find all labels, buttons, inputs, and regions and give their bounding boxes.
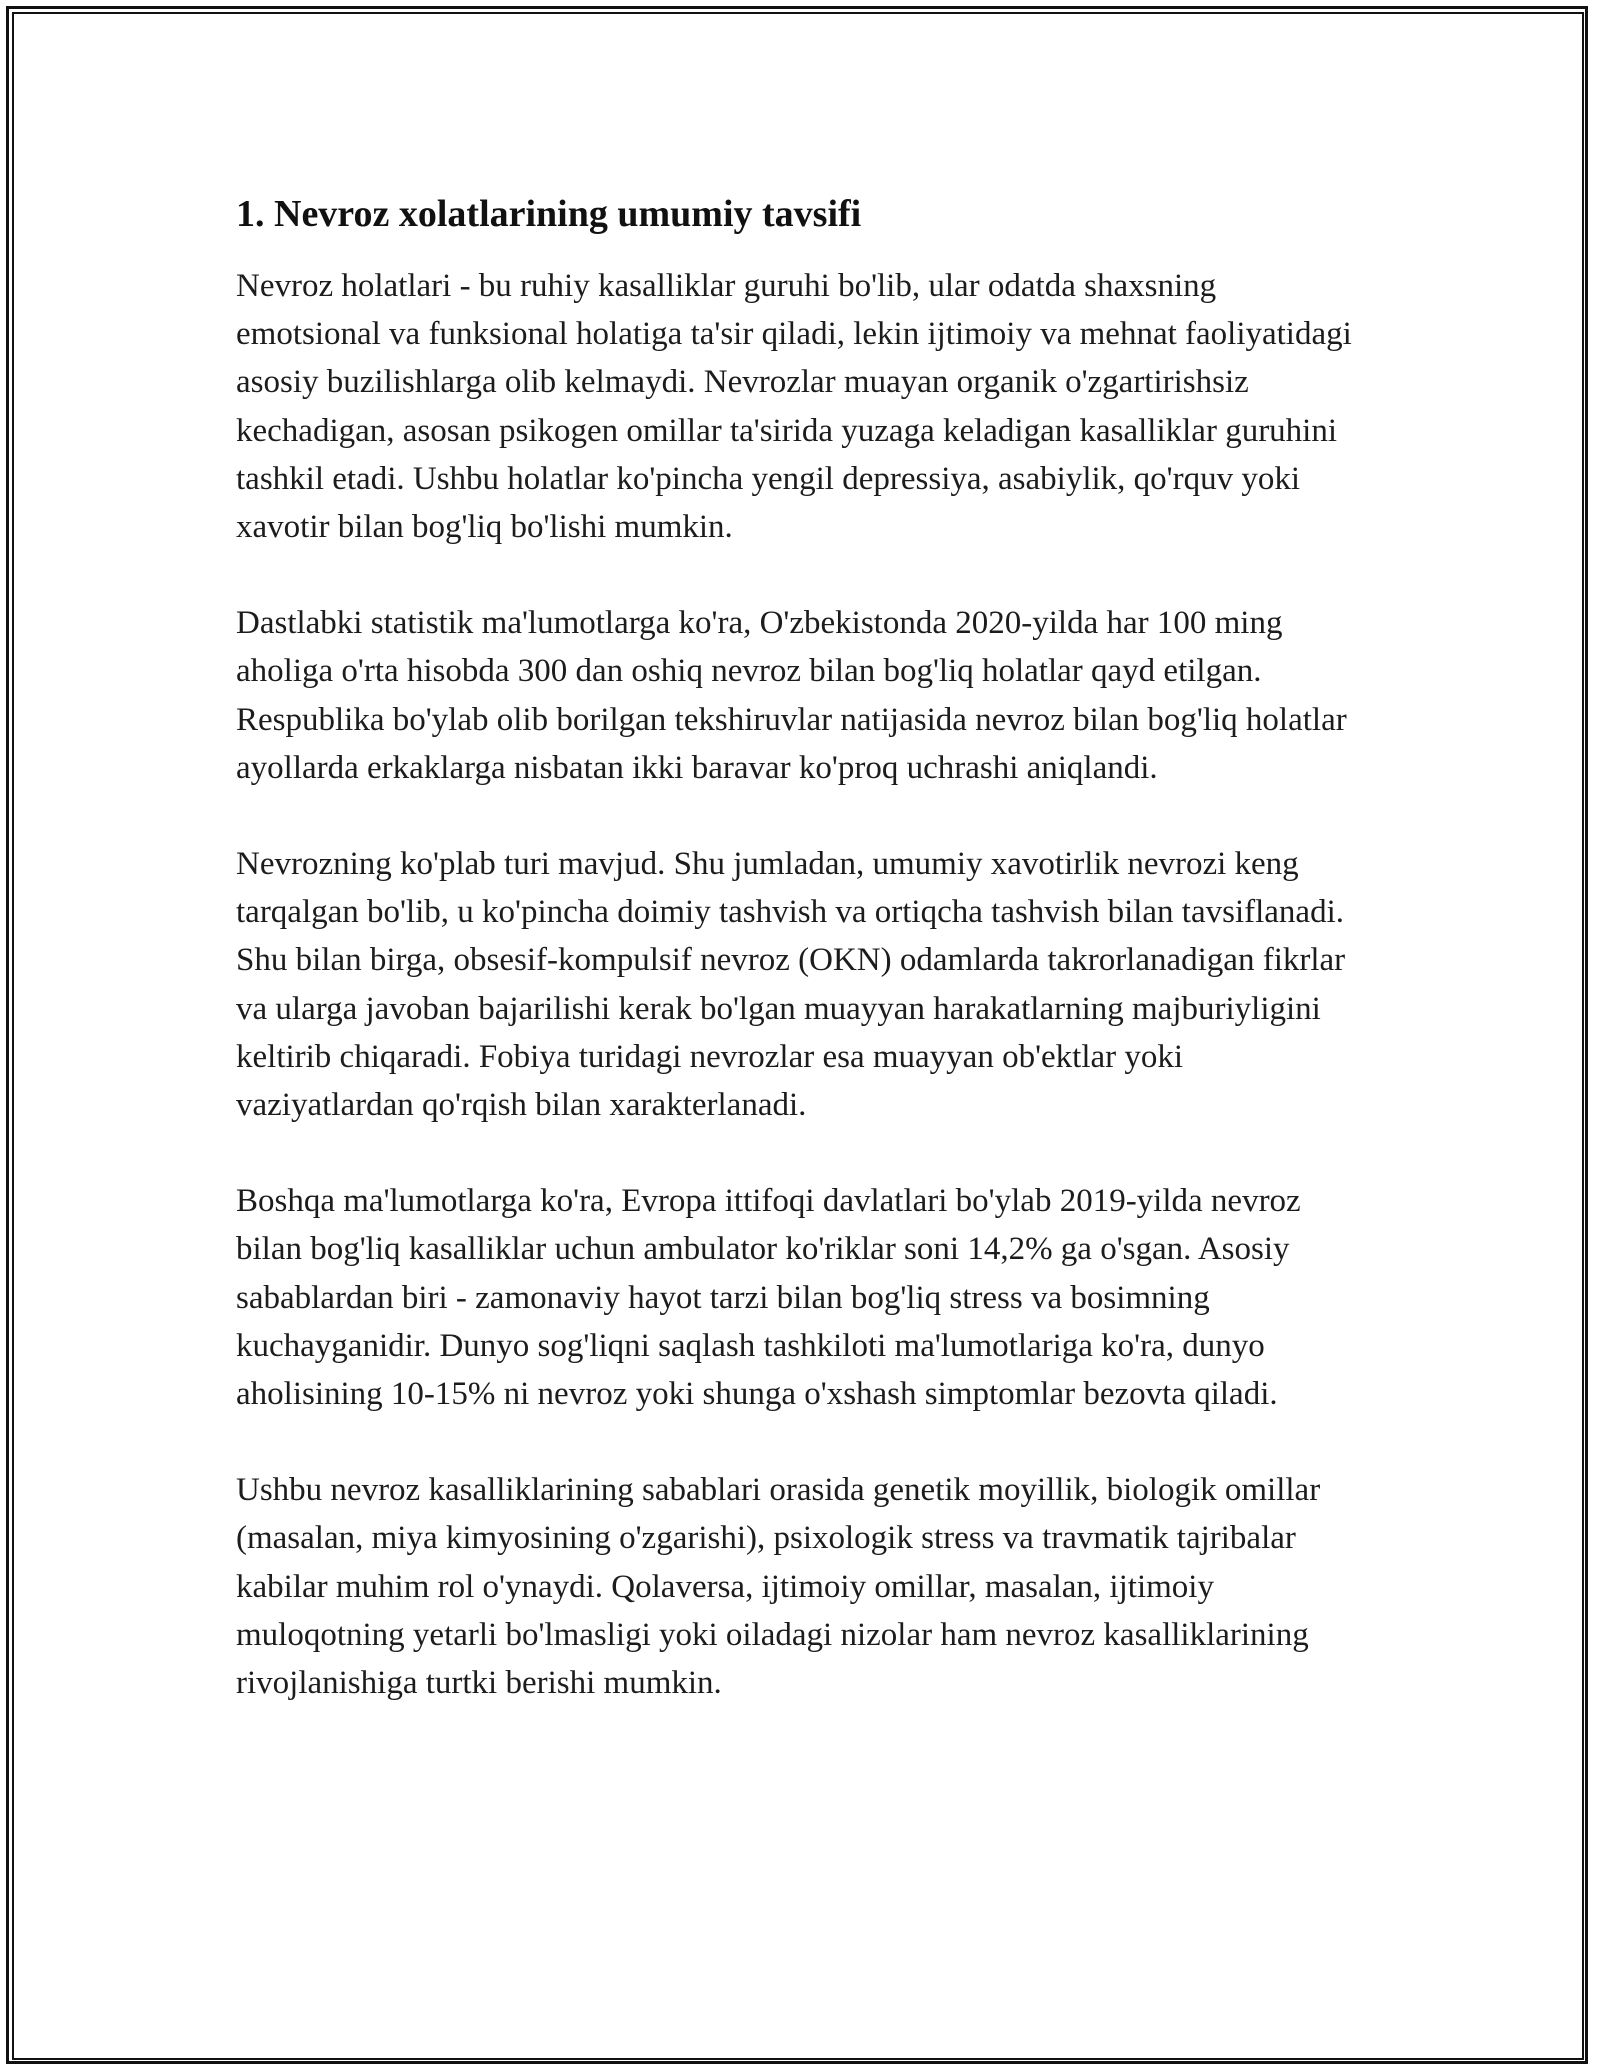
section-heading: 1. Nevroz xolatlarining umumiy tavsifi [236, 193, 862, 235]
document-body [236, 192, 1366, 1707]
paragraph-statistics-uzbekistan: Dastlabki statistik ma'lumotlarga ko'ra, O'zbekistonda 2020-yilda har 100 ming aholiga o'rta hisobda 300 dan oshiq nevroz bilan bog'liq holatlar qayd etilgan. Respublika bo'ylab olib borilgan tekshiruvlar natijasida nevroz bilan bog'liq holatlar ayollarda erkaklarga nisbatan ikki baravar ko'proq uchrashi aniqlandi. [236, 605, 1347, 786]
paragraph-neurosis-types: Nevrozning ko'plab turi mavjud. Shu jumladan, umumiy xavotirlik nevrozi keng tarqalgan bo'lib, u ko'pincha doimiy tashvish va ortiqcha tashvish bilan tavsiflanadi. Shu bilan birga, obsesif-kompulsif nevroz (OKN) odamlarda takrorlanadigan fikrlar va ularga javoban bajarilishi kerak bo'lgan muayyan harakatlarning majburiyligini keltirib chiqaradi. Fobiya turidagi nevrozlar esa muayyan ob'ektlar yoki vaziyatlardan qo'rqish bilan xarakterlanadi. [236, 846, 1346, 1124]
paragraph-definition: Nevroz holatlari - bu ruhiy kasalliklar guruhi bo'lib, ular odatda shaxsning emotsional va funksional holatiga ta'sir qiladi, lekin ijtimoiy va mehnat faoliyatidagi asosiy buzilishlarga olib kelmaydi. Nevrozlar muayan organik o'zgartirishsiz kechadigan, asosan psikogen omillar ta'sirida yuzaga keladigan kasalliklar guruhini tashkil etadi. Ushbu holatlar ko'pincha yengil depressiya, asabiylik, qo'rquv yoki xavotir bilan bog'liq bo'lishi mumkin. [236, 268, 1352, 546]
paragraph-statistics-europe: Boshqa ma'lumotlarga ko'ra, Evropa ittifoqi davlatlari bo'ylab 2019-yilda nevroz bilan bog'liq kasalliklar uchun ambulator ko'riklar soni 14,2% ga o'sgan. Asosiy sabablardan biri - zamonaviy hayot tarzi bilan bog'liq stress va bosimning kuchayganidir. Dunyo sog'liqni saqlash tashkiloti ma'lumotlariga ko'ra, dunyo aholisining 10-15% ni nevroz yoki shunga o'xshash simptomlar bezovta qiladi. [236, 1183, 1301, 1413]
paragraph-causes: Ushbu nevroz kasalliklarining sabablari orasida genetik moyillik, biologik omillar (masalan, miya kimyosining o'zgarishi), psixologik stress va travmatik tajribalar kabilar muhim rol o'ynaydi. Qolaversa, ijtimoiy omillar, masalan, ijtimoiy muloqotning yetarli bo'lmasligi yoki oiladagi nizolar ham nevroz kasalliklarining rivojlanishiga turtki berishi mumkin. [236, 1472, 1321, 1702]
